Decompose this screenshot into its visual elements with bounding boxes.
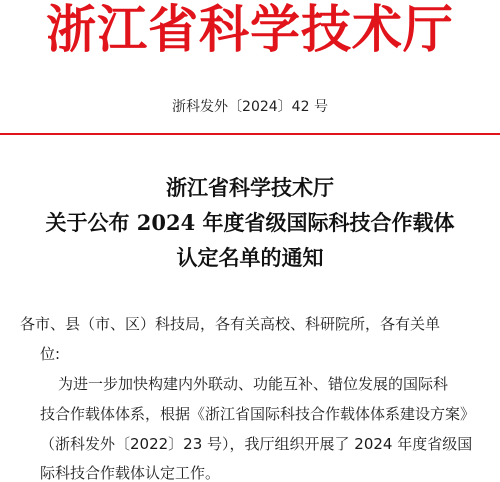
addressee-line-1: 各市、县（市、区）科技局，各有关高校、科研院所，各有关单	[20, 315, 441, 333]
addressee-line-2: 位:	[40, 345, 61, 363]
title-line-3: 认定名单的通知	[176, 245, 324, 270]
agency-header: 浙江省科学技术厅	[46, 0, 454, 60]
paragraph-line-2: 技合作载体体系，根据《浙江省国际科技合作载体体系建设方案》	[40, 405, 476, 423]
title-line-1: 浙江省科学技术厅	[166, 175, 334, 200]
title-line-2: 关于公布 2024 年度省级国际科技合作载体	[45, 210, 455, 235]
document-number: 浙科发外〔2024〕42 号	[172, 99, 328, 115]
paragraph-line-3: （浙科发外〔2022〕23 号），我厅组织开展了 2024 年度省级国	[40, 435, 473, 453]
paragraph-line-4: 际科技合作载体认定工作。	[40, 464, 221, 482]
red-divider-line	[0, 133, 500, 135]
paragraph-line-1: 为进一步加快构建内外联动、功能互补、错位发展的国际科	[58, 375, 449, 393]
